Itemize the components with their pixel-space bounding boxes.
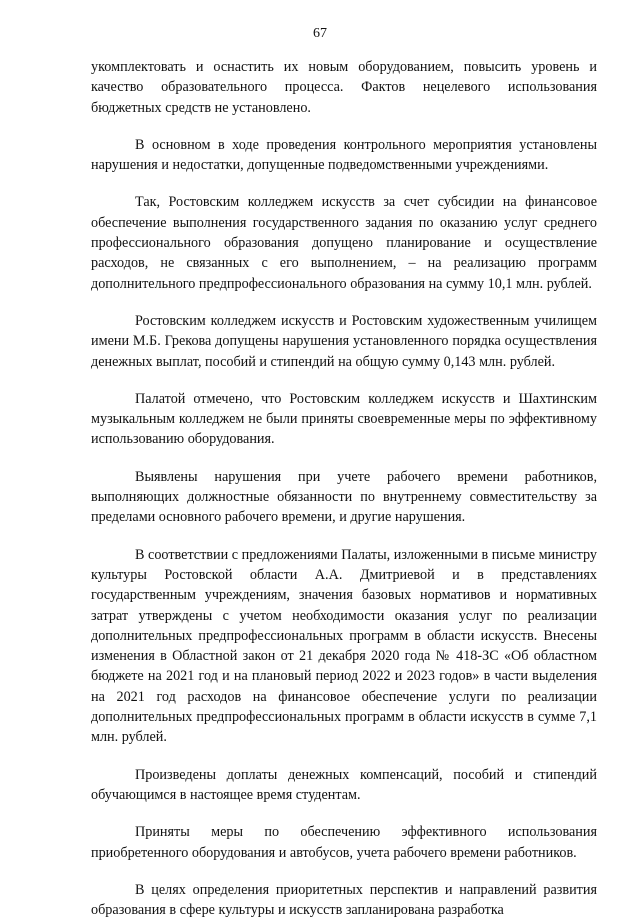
document-body xyxy=(91,57,597,920)
paragraph-working-time: Выявлены нарушения при учете рабочего времени работников, выполняющих должностные обязанности по внутреннему совместительству за пределами основного рабочего времени, и другие нарушения. xyxy=(91,468,597,526)
paragraph-measures-taken: Приняты меры по обеспечению эффективного использования приобретенного оборудования и автобусов, учета рабочего времени работников. xyxy=(91,824,597,861)
paragraph-payment-violations: Ростовским колледжем искусств и Ростовским художественным училищем имени М.Б. Грекова допущены нарушения установленного порядка осуществления денежных выплат, пособий и стипендий на общую сумму 0,143 млн. рублей. xyxy=(91,312,597,370)
paragraph-compensation-payments: Произведены доплаты денежных компенсаций, пособий и стипендий обучающимся в настоящее время студентам. xyxy=(91,766,597,803)
paragraph-development-plans: В целях определения приоритетных перспектив и направлений развития образования в сфере культуры и искусств запланирована разработка xyxy=(91,881,597,919)
paragraph-chamber-proposals: В соответствии с предложениями Палаты, изложенными в письме министру культуры Ростовской области А.А. Дмитриевой и в представлениях государственным учреждениям, значения базовых нормативов и нормативных затрат утверждены с учетом необходимости оказания услуг по реализации дополнительных предпрофессиональных программ в области искусств. Внесены изменения в Областной закон от 21 декабря 2020 года № 418-ЗС «Об областном бюджете на 2021 год и на плановый период 2022 и 2023 годов» в части выделения на 2021 год расходов на финансовое обеспечение услуги по реализации дополнительных предпрофессиональных программ в области искусств в сумме 7,1 млн. рублей. xyxy=(91,546,597,746)
paragraph-continuation: укомплектовать и оснастить их новым оборудованием, повысить уровень и качество образовательного процесса. Фактов нецелевого использования бюджетных средств не установлено. xyxy=(91,59,597,116)
paragraph-rostov-college-expenses: Так, Ростовским колледжем искусств за счет субсидии на финансовое обеспечение выполнения государственного задания по оказанию услуг среднего профессионального образования допущено планирование и осуществление расходов, не связанных с его выполнением, – на реализацию программ дополнительного предпрофессионального образования на сумму 10,1 млн. рублей. xyxy=(91,194,597,292)
page-number: 67 xyxy=(313,26,327,41)
paragraph-violations-intro: В основном в ходе проведения контрольного мероприятия установлены нарушения и недостатки, допущенные подведомственными учреждениями. xyxy=(91,136,597,174)
paragraph-equipment-use: Палатой отмечено, что Ростовским колледжем искусств и Шахтинским музыкальным колледжем не были приняты своевременные меры по эффективному использованию оборудования. xyxy=(91,390,597,448)
